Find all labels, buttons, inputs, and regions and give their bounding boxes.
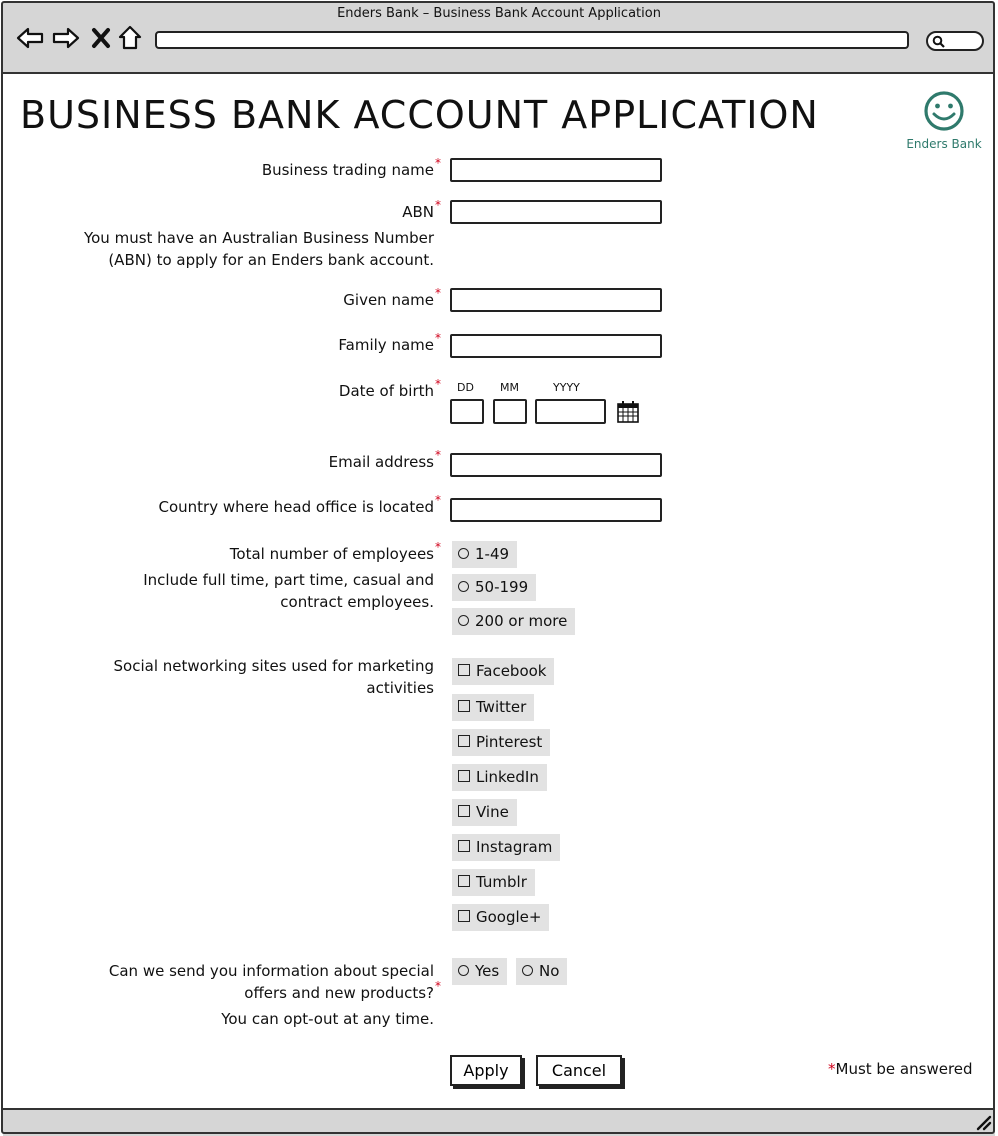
- checkbox-google-plus[interactable]: Google+: [452, 904, 549, 931]
- dob-year-header: YYYY: [553, 381, 580, 394]
- forward-icon[interactable]: [52, 24, 80, 52]
- abn-input[interactable]: [450, 200, 662, 224]
- required-marker: *: [828, 1060, 836, 1078]
- social-label-line2: activities: [366, 679, 434, 697]
- checkbox-icon: [458, 910, 470, 922]
- required-marker: *: [435, 286, 441, 300]
- logo-caption: Enders Bank: [906, 137, 982, 151]
- checkbox-twitter[interactable]: Twitter: [452, 694, 534, 721]
- checkbox-pinterest[interactable]: Pinterest: [452, 729, 550, 756]
- radio-employees-1-49[interactable]: 1-49: [452, 541, 517, 568]
- offers-label-line2: offers and new products?: [244, 984, 434, 1002]
- dob-year-input[interactable]: [535, 399, 606, 424]
- abn-label: ABN: [402, 203, 434, 221]
- close-icon[interactable]: [90, 24, 118, 52]
- given-name-input[interactable]: [450, 288, 662, 312]
- radio-circle-icon: [458, 615, 469, 626]
- url-bar[interactable]: [155, 31, 909, 49]
- checkbox-icon: [458, 700, 470, 712]
- email-input[interactable]: [450, 453, 662, 477]
- dob-day-input[interactable]: [450, 399, 484, 424]
- apply-button[interactable]: Apply: [450, 1055, 522, 1086]
- dob-day-header: DD: [457, 381, 474, 394]
- required-marker: *: [435, 979, 441, 993]
- calendar-icon[interactable]: [616, 400, 640, 424]
- radio-employees-50-199[interactable]: 50-199: [452, 574, 536, 601]
- status-bar: [3, 1108, 995, 1136]
- window-title: Enders Bank – Business Bank Account Application: [337, 6, 661, 21]
- checkbox-icon: [458, 875, 470, 887]
- country-label: Country where head office is located: [158, 498, 434, 516]
- checkbox-vine[interactable]: Vine: [452, 799, 517, 826]
- search-icon: [932, 35, 946, 49]
- dob-month-input[interactable]: [493, 399, 527, 424]
- trading-name-input[interactable]: [450, 158, 662, 182]
- smiley-icon: [922, 89, 966, 133]
- offers-help: You can opt-out at any time.: [221, 1010, 434, 1028]
- radio-circle-icon: [458, 581, 469, 592]
- dob-label: Date of birth: [338, 382, 434, 400]
- home-icon[interactable]: [117, 24, 145, 52]
- dob-month-header: MM: [500, 381, 519, 394]
- employees-label: Total number of employees: [229, 545, 434, 563]
- family-name-label: Family name: [338, 336, 434, 354]
- checkbox-icon: [458, 735, 470, 747]
- abn-help-line2: (ABN) to apply for an Enders bank account.: [108, 251, 434, 269]
- search-box[interactable]: [926, 31, 984, 51]
- checkbox-linkedin[interactable]: LinkedIn: [452, 764, 547, 791]
- country-input[interactable]: [450, 498, 662, 522]
- required-marker: *: [435, 331, 441, 345]
- radio-circle-icon: [458, 965, 469, 976]
- required-marker: *: [435, 493, 441, 507]
- radio-employees-200-plus[interactable]: 200 or more: [452, 608, 575, 635]
- required-footnote: [828, 1060, 973, 1078]
- resize-handle-icon[interactable]: [974, 1113, 992, 1131]
- radio-offers-no[interactable]: No: [516, 958, 567, 985]
- required-marker: *: [435, 540, 441, 554]
- required-marker: *: [435, 377, 441, 391]
- required-marker: *: [435, 448, 441, 462]
- bank-logo: [904, 89, 984, 151]
- email-label: Email address: [328, 453, 434, 471]
- employees-help-line2: contract employees.: [280, 593, 434, 611]
- radio-offers-yes[interactable]: Yes: [452, 958, 507, 985]
- checkbox-icon: [458, 840, 470, 852]
- required-footnote-text: Must be answered: [835, 1060, 973, 1078]
- employees-help-line1: Include full time, part time, casual and: [143, 571, 434, 589]
- checkbox-facebook[interactable]: Facebook: [452, 658, 554, 685]
- required-marker: *: [435, 198, 441, 212]
- checkbox-icon: [458, 664, 470, 676]
- checkbox-tumblr[interactable]: Tumblr: [452, 869, 535, 896]
- offers-label-line1: Can we send you information about special: [108, 962, 434, 980]
- checkbox-instagram[interactable]: Instagram: [452, 834, 560, 861]
- abn-help-line1: You must have an Australian Business Number: [83, 229, 434, 247]
- required-marker: *: [435, 156, 441, 170]
- given-name-label: Given name: [343, 291, 434, 309]
- radio-circle-icon: [458, 548, 469, 559]
- radio-circle-icon: [522, 965, 533, 976]
- family-name-input[interactable]: [450, 334, 662, 358]
- back-icon[interactable]: [16, 24, 44, 52]
- page-title: BUSINESS BANK ACCOUNT APPLICATION: [20, 93, 819, 137]
- checkbox-icon: [458, 805, 470, 817]
- cancel-button[interactable]: Cancel: [536, 1055, 622, 1086]
- checkbox-icon: [458, 770, 470, 782]
- trading-name-label: Business trading name: [261, 161, 434, 179]
- social-label-line1: Social networking sites used for marketing: [113, 657, 434, 675]
